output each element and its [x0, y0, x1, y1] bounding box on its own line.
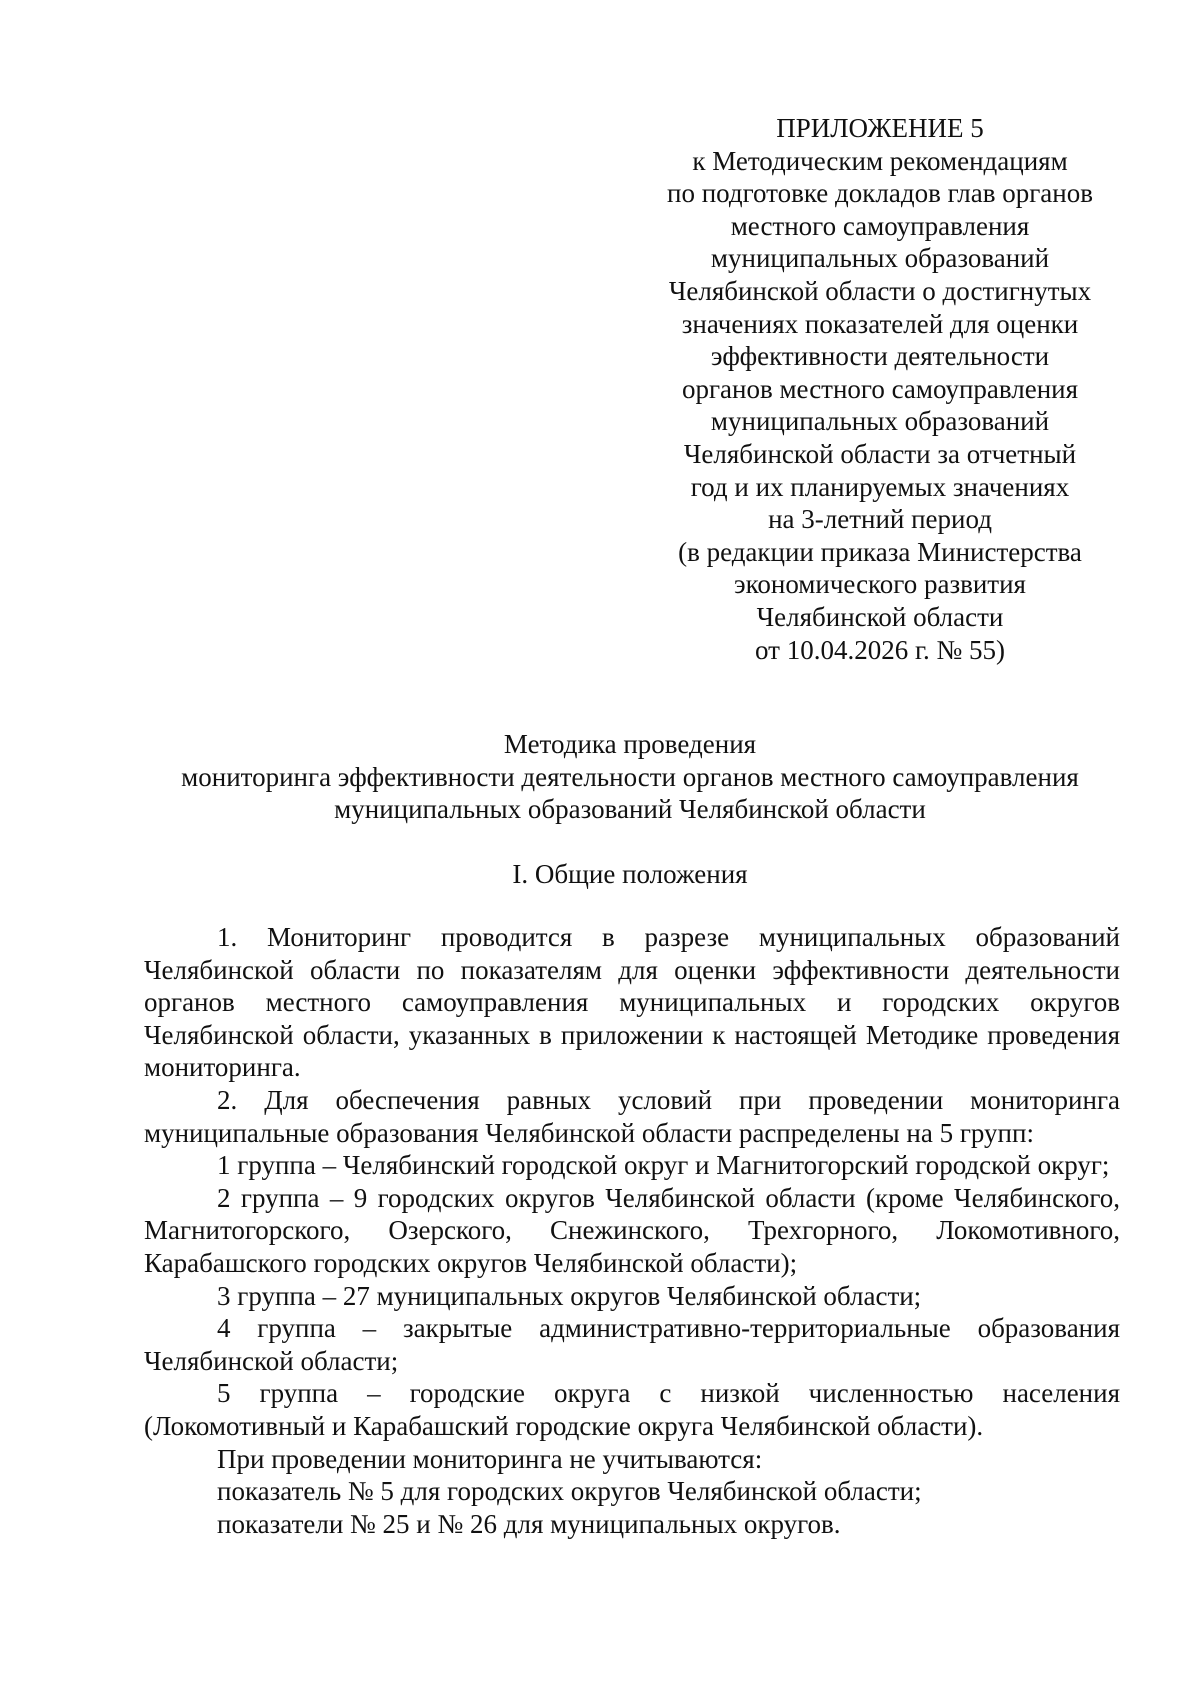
paragraph: 2 группа – 9 городских округов Челябинской области (кроме Челябинского, Магнитогорского, Озерского, Снежинского, Трехгорного, Локомотивного, Карабашского городских округов Челябинской области); — [144, 1182, 1120, 1278]
appendix-line: Челябинской области о достигнутых — [668, 275, 1092, 306]
paragraph: 1 группа – Челябинский городской округ и Магнитогорский городской округ; — [217, 1150, 1110, 1181]
appendix-line: по подготовке докладов глав органов — [667, 178, 1093, 209]
appendix-line: год и их планируемых значениях — [690, 471, 1070, 502]
paragraph: При проведении мониторинга не учитываются: — [217, 1443, 763, 1474]
paragraph: 1. Мониторинг проводится в разрезе муниципальных образований Челябинской области по показателям для оценки эффективности деятельности органов местного самоуправления муниципальных и городских округов Челябинской области, указанных в приложении к настоящей Методике проведения мониторинга. — [144, 922, 1120, 1083]
appendix-line: Челябинской области за отчетный — [683, 438, 1077, 469]
paragraph: показатели № 25 и № 26 для муниципальных округов. — [217, 1508, 841, 1539]
document-title — [140, 728, 1120, 826]
appendix-line: эффективности деятельности — [710, 341, 1050, 372]
appendix-line: к Методическим рекомендациям — [692, 145, 1068, 176]
paragraph: 3 группа – 27 муниципальных округов Челябинской области; — [217, 1280, 922, 1311]
paragraph: 5 группа – городские округа с низкой численностью населения (Локомотивный и Карабашский городские округа Челябинской области). — [144, 1378, 1120, 1441]
paragraph: 4 группа – закрытые административно-территориальные образования Челябинской области; — [144, 1313, 1120, 1376]
appendix-line: органов местного самоуправления — [681, 373, 1079, 404]
section-heading: I. Общие положения — [512, 859, 748, 889]
appendix-block — [620, 112, 1140, 666]
appendix-line: от 10.04.2026 г. № 55) — [755, 634, 1005, 665]
paragraph: показатель № 5 для городских округов Челябинской области; — [217, 1476, 922, 1507]
appendix-line: местного самоуправления — [730, 210, 1030, 241]
appendix-line: муниципальных образований — [710, 243, 1050, 274]
title-line: мониторинга эффективности деятельности органов местного самоуправления — [181, 761, 1079, 792]
appendix-heading: ПРИЛОЖЕНИЕ 5 — [776, 113, 984, 143]
appendix-line: экономического развития — [734, 569, 1026, 600]
appendix-line: муниципальных образований — [710, 406, 1050, 437]
appendix-line: значениях показателей для оценки — [681, 308, 1079, 339]
title-line: муниципальных образований Челябинской области — [334, 794, 926, 825]
appendix-line: (в редакции приказа Министерства — [678, 536, 1082, 567]
appendix-line: на 3-летний период — [768, 504, 992, 535]
document-body — [144, 921, 1120, 1540]
appendix-line: Челябинской области — [756, 601, 1004, 632]
title-line: Методика проведения — [503, 729, 757, 759]
paragraph: 2. Для обеспечения равных условий при проведении мониторинга муниципальные образования Челябинской области распределены на 5 групп: — [144, 1084, 1120, 1148]
